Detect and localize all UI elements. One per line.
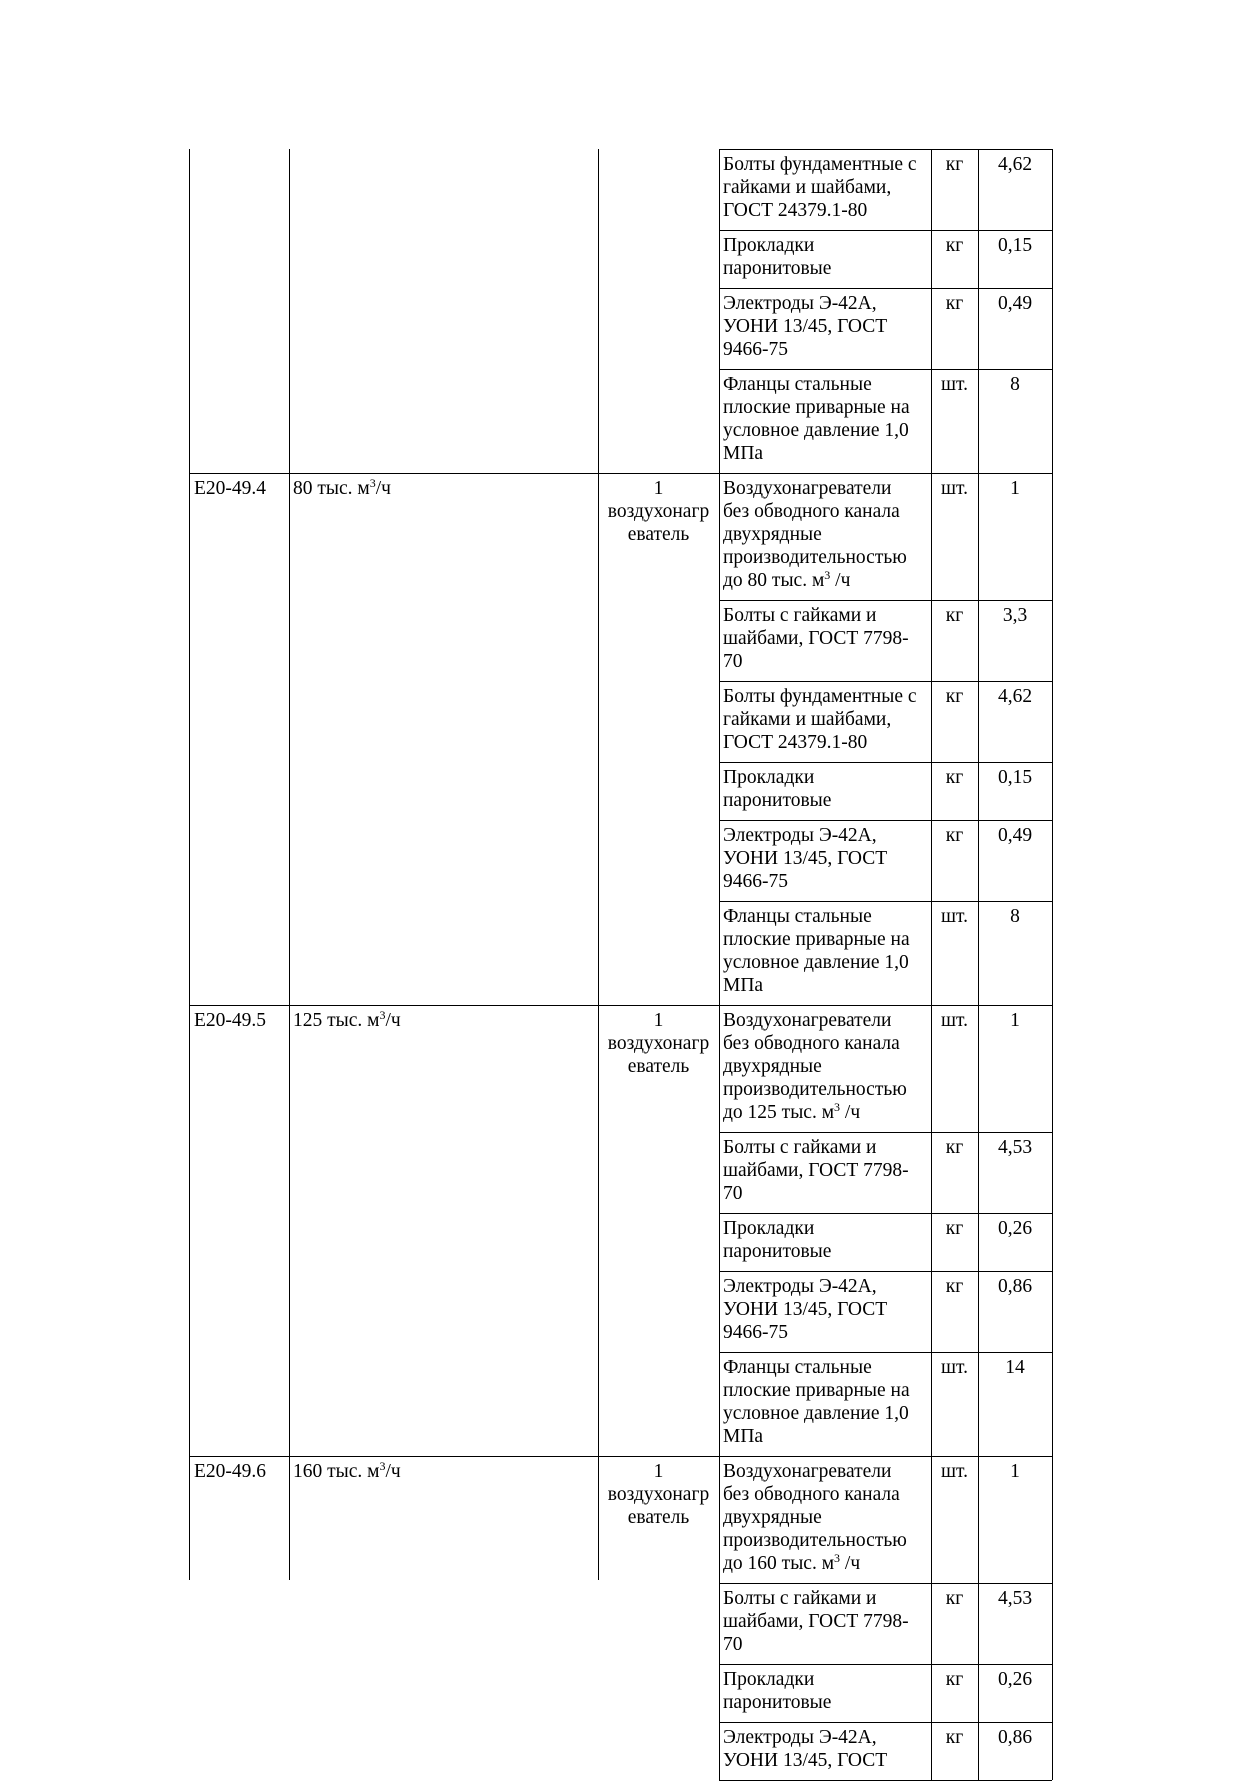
superscript: 3: [824, 568, 831, 582]
row-divider: [719, 1213, 1052, 1214]
resource-unit: кг: [945, 293, 964, 314]
description-line: УОНИ 13/45, ГОСТ: [723, 1299, 888, 1320]
row-code-text: Е20-49.5: [194, 1010, 267, 1031]
measure-unit-line: воздухонагр: [607, 1033, 710, 1054]
table-border-col4: [719, 473, 720, 1005]
resource-description: [723, 824, 887, 893]
description-line: плоские приварные на: [723, 929, 910, 950]
measure-unit-line: 1: [653, 478, 664, 499]
resource-unit: кг: [945, 1137, 964, 1158]
description-line: Воздухонагреватели: [723, 478, 892, 499]
superscript: 3: [834, 1551, 841, 1565]
resource-description: [723, 766, 831, 812]
description-line: производительностью: [723, 1530, 907, 1551]
description-suffix: /ч: [840, 1102, 861, 1123]
resource-description: [723, 1587, 909, 1656]
table-border-col4: [719, 1456, 720, 1780]
description-line: 70: [723, 1634, 743, 1655]
row-name: [293, 1009, 401, 1032]
description-line: гайками и шайбами,: [723, 177, 892, 198]
resource-quantity: 0,86: [997, 1727, 1033, 1748]
description-line: [723, 1101, 907, 1124]
resource-description: [723, 1009, 907, 1124]
group-divider: [189, 473, 719, 474]
description-line: паронитовые: [723, 258, 832, 279]
row-measure-unit: [598, 477, 719, 546]
description-line: производительностью: [723, 1079, 907, 1100]
table-border-col6: [978, 473, 979, 1005]
description-line: паронитовые: [723, 1241, 832, 1262]
description-line: двухрядные: [723, 1507, 822, 1528]
description-line: Фланцы стальные: [723, 906, 872, 927]
table-border-right: [1052, 1005, 1053, 1456]
description-line: ГОСТ 24379.1-80: [723, 732, 868, 753]
description-line: Прокладки: [723, 235, 815, 256]
table-border-left: [189, 149, 190, 1580]
resource-unit: шт.: [941, 906, 968, 927]
resource-description: [723, 153, 917, 222]
row-divider: [719, 762, 1052, 763]
description-line: Электроды Э-42А,: [723, 293, 877, 314]
description-line: МПа: [723, 443, 764, 464]
description-line: 9466-75: [723, 1322, 788, 1343]
row-divider: [719, 1664, 1052, 1665]
resource-unit: кг: [945, 1276, 964, 1297]
row-divider: [719, 473, 1052, 474]
row-code: [194, 1009, 266, 1032]
description-line: УОНИ 13/45, ГОСТ: [723, 848, 888, 869]
description-line: плоские приварные на: [723, 1380, 910, 1401]
row-divider: [719, 1005, 1052, 1006]
resource-quantity: 14: [1005, 1357, 1025, 1378]
table-border-col5: [931, 149, 932, 473]
measure-unit-line: 1: [653, 1010, 664, 1031]
table-border-right: [1052, 473, 1053, 1005]
description-line: Фланцы стальные: [723, 374, 872, 395]
resource-description: [723, 1136, 909, 1205]
description-line: 9466-75: [723, 871, 788, 892]
row-divider: [719, 1456, 1052, 1457]
resource-unit: кг: [945, 1218, 964, 1239]
description-line: Прокладки: [723, 767, 815, 788]
description-line: Воздухонагреватели: [723, 1010, 892, 1031]
resource-description: [723, 477, 907, 592]
description-text: до 125 тыс. м: [723, 1102, 835, 1123]
superscript: 3: [834, 1100, 841, 1114]
row-name: [293, 1460, 401, 1483]
description-line: производительностью: [723, 547, 907, 568]
description-line: Прокладки: [723, 1218, 815, 1239]
description-line: условное давление 1,0: [723, 420, 909, 441]
description-line: гайками и шайбами,: [723, 709, 892, 730]
row-divider: [719, 1132, 1052, 1133]
description-text: до 80 тыс. м: [723, 570, 825, 591]
description-line: [723, 569, 907, 592]
resource-description: [723, 1217, 831, 1263]
table-border-col5: [931, 473, 932, 1005]
measure-unit-line: еватель: [627, 1507, 690, 1528]
description-line: Прокладки: [723, 1669, 815, 1690]
resource-quantity: 3,3: [1002, 605, 1028, 626]
resource-description: [723, 1460, 907, 1575]
table-border-col6: [978, 149, 979, 473]
description-line: без обводного канала: [723, 501, 900, 522]
description-suffix: /ч: [840, 1553, 861, 1574]
name-suffix: /ч: [385, 1461, 401, 1482]
row-divider: [719, 230, 1052, 231]
name-suffix: /ч: [385, 1010, 401, 1031]
resource-quantity: 0,26: [997, 1669, 1033, 1690]
description-line: УОНИ 13/45, ГОСТ: [723, 316, 888, 337]
row-divider: [719, 288, 1052, 289]
row-measure-unit: [598, 1009, 719, 1078]
resource-quantity: 0,86: [997, 1276, 1033, 1297]
resource-quantity: 0,49: [997, 825, 1033, 846]
resource-quantity: 0,15: [997, 767, 1033, 788]
name-text: 80 тыс. м: [293, 478, 370, 499]
row-divider: [719, 1271, 1052, 1272]
resource-unit: шт.: [941, 478, 968, 499]
name-text: 125 тыс. м: [293, 1010, 380, 1031]
description-line: Болты с гайками и: [723, 1137, 877, 1158]
description-line: Воздухонагреватели: [723, 1461, 892, 1482]
group-divider: [189, 1456, 719, 1457]
resource-unit: кг: [945, 154, 964, 175]
description-line: ГОСТ 24379.1-80: [723, 200, 868, 221]
superscript: 3: [379, 1459, 386, 1473]
row-divider: [719, 901, 1052, 902]
resource-description: [723, 234, 831, 280]
resource-quantity: 4,53: [997, 1137, 1033, 1158]
resource-quantity: 1: [1010, 1461, 1020, 1482]
resource-unit: кг: [945, 235, 964, 256]
description-line: Фланцы стальные: [723, 1357, 872, 1378]
row-divider: [719, 1352, 1052, 1353]
description-line: [723, 1552, 907, 1575]
row-code-text: Е20-49.4: [194, 478, 267, 499]
resource-description: [723, 1668, 831, 1714]
row-divider: [719, 1583, 1052, 1584]
table-border-col5: [931, 1456, 932, 1780]
superscript: 3: [379, 1008, 386, 1022]
description-line: двухрядные: [723, 1056, 822, 1077]
resource-unit: кг: [945, 825, 964, 846]
table-border-right: [1052, 149, 1053, 473]
table-border-col3: [598, 149, 599, 1580]
description-line: условное давление 1,0: [723, 1403, 909, 1424]
resource-unit: кг: [945, 686, 964, 707]
description-line: МПа: [723, 1426, 764, 1447]
row-divider: [719, 1722, 1052, 1723]
measure-unit-line: еватель: [627, 524, 690, 545]
resource-quantity: 0,15: [997, 235, 1033, 256]
measure-unit-line: воздухонагр: [607, 501, 710, 522]
resource-quantity: 0,26: [997, 1218, 1033, 1239]
description-line: шайбами, ГОСТ 7798-: [723, 1160, 909, 1181]
table-border-col2: [289, 149, 290, 1580]
description-line: шайбами, ГОСТ 7798-: [723, 1611, 909, 1632]
resource-quantity: 4,62: [997, 686, 1033, 707]
table-border-right: [1052, 1456, 1053, 1780]
description-line: 70: [723, 651, 743, 672]
description-line: двухрядные: [723, 524, 822, 545]
resource-description: [723, 604, 909, 673]
resource-unit: кг: [945, 605, 964, 626]
description-line: паронитовые: [723, 1692, 832, 1713]
row-measure-unit: [598, 1460, 719, 1529]
description-line: шайбами, ГОСТ 7798-: [723, 628, 909, 649]
description-line: Болты с гайками и: [723, 1588, 877, 1609]
row-code: [194, 1460, 266, 1483]
row-divider: [719, 820, 1052, 821]
description-line: условное давление 1,0: [723, 952, 909, 973]
row-code: [194, 477, 266, 500]
description-line: Электроды Э-42А,: [723, 1727, 877, 1748]
resource-description: [723, 373, 910, 465]
resource-quantity: 8: [1010, 906, 1020, 927]
table-border-col6: [978, 1005, 979, 1456]
resource-quantity: 4,53: [997, 1588, 1033, 1609]
description-line: 70: [723, 1183, 743, 1204]
table-border-col6: [978, 1456, 979, 1780]
name-text: 160 тыс. м: [293, 1461, 380, 1482]
description-line: 9466-75: [723, 339, 788, 360]
description-line: Болты фундаментные с: [723, 154, 917, 175]
resource-unit: кг: [945, 1727, 964, 1748]
resource-description: [723, 1726, 887, 1772]
resource-description: [723, 1356, 910, 1448]
description-line: Болты с гайками и: [723, 605, 877, 626]
table-border-col4: [719, 149, 720, 473]
table-border-col5: [931, 1005, 932, 1456]
measure-unit-line: воздухонагр: [607, 1484, 710, 1505]
resource-unit: шт.: [941, 374, 968, 395]
description-suffix: /ч: [830, 570, 851, 591]
measure-unit-line: 1: [653, 1461, 664, 1482]
resource-description: [723, 1275, 887, 1344]
description-line: Электроды Э-42А,: [723, 825, 877, 846]
row-divider: [719, 600, 1052, 601]
resource-description: [723, 905, 910, 997]
table-border-top: [719, 149, 1052, 150]
resource-unit: шт.: [941, 1357, 968, 1378]
group-divider: [189, 1005, 719, 1006]
description-line: УОНИ 13/45, ГОСТ: [723, 1750, 888, 1771]
resource-quantity: 1: [1010, 478, 1020, 499]
row-divider: [719, 681, 1052, 682]
resource-quantity: 8: [1010, 374, 1020, 395]
resource-unit: кг: [945, 767, 964, 788]
description-line: без обводного канала: [723, 1033, 900, 1054]
resource-quantity: 0,49: [997, 293, 1033, 314]
description-line: Электроды Э-42А,: [723, 1276, 877, 1297]
description-line: без обводного канала: [723, 1484, 900, 1505]
resource-description: [723, 292, 887, 361]
resource-description: [723, 685, 917, 754]
name-suffix: /ч: [375, 478, 391, 499]
description-text: до 160 тыс. м: [723, 1553, 835, 1574]
resource-quantity: 1: [1010, 1010, 1020, 1031]
resource-quantity: 4,62: [997, 154, 1033, 175]
row-name: [293, 477, 391, 500]
resource-unit: шт.: [941, 1010, 968, 1031]
resource-unit: кг: [945, 1588, 964, 1609]
measure-unit-line: еватель: [627, 1056, 690, 1077]
description-line: Болты фундаментные с: [723, 686, 917, 707]
description-line: паронитовые: [723, 790, 832, 811]
superscript: 3: [369, 476, 376, 490]
resource-unit: кг: [945, 1669, 964, 1690]
row-divider: [719, 369, 1052, 370]
row-code-text: Е20-49.6: [194, 1461, 267, 1482]
resource-unit: шт.: [941, 1461, 968, 1482]
description-line: МПа: [723, 975, 764, 996]
description-line: плоские приварные на: [723, 397, 910, 418]
table-border-col4: [719, 1005, 720, 1456]
